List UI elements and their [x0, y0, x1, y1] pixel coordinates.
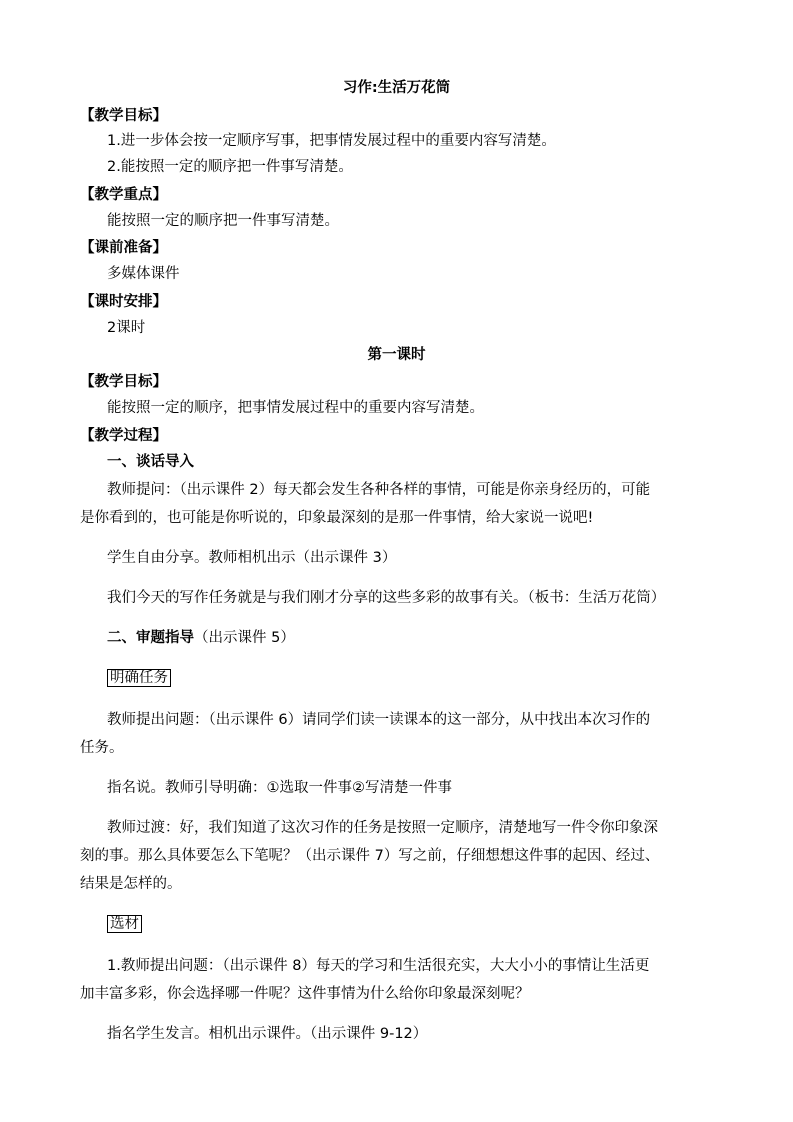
schedule-item-1: 2课时	[107, 320, 146, 336]
paragraph-6-line-1: 教师过渡：好，我们知道了这次习作的任务是按照一定顺序，清楚地写一件令你印象深	[107, 820, 658, 836]
paragraph-8: 指名学生发言。相机出示课件。（出示课件 9-12）	[107, 1026, 428, 1042]
paragraph-5: 指名说。教师引导明确：①选取一件事②写清楚一件事	[107, 780, 452, 796]
section-heading-lesson-goals: 【教学目标】	[80, 374, 167, 390]
subsection-heading-2-note: （出示课件 5）	[194, 630, 295, 646]
section-heading-key: 【教学重点】	[80, 187, 167, 203]
key-item-1: 能按照一定的顺序把一件事写清楚。	[107, 213, 339, 229]
paragraph-2: 学生自由分享。教师相机出示（出示课件 3）	[107, 550, 397, 566]
paragraph-4-line-2: 任务。	[80, 740, 124, 756]
prep-item-1: 多媒体课件	[107, 266, 180, 282]
paragraph-7-line-1: 1.教师提出问题：（出示课件 8）每天的学习和生活很充实，大大小小的事情让生活更	[107, 958, 650, 974]
lesson-title: 第一课时	[367, 347, 426, 363]
paragraph-4-line-1: 教师提出问题：（出示课件 6）请同学们读一读课本的这一部分，从中找出本次习作的	[107, 712, 651, 728]
paragraph-3: 我们今天的写作任务就是与我们刚才分享的这些多彩的故事有关。（板书：生活万花筒）	[107, 590, 666, 606]
boxed-label-material-wrap	[107, 914, 142, 934]
section-heading-schedule: 【课时安排】	[80, 294, 167, 310]
paragraph-1-line-2: 是你看到的，也可能是你听说的，印象最深刻的是那一件事情，给大家说一说吧!	[80, 510, 594, 526]
section-heading-prep: 【课前准备】	[80, 240, 167, 256]
document-title: 习作:生活万花筒	[342, 80, 451, 96]
subsection-heading-1: 一、谈话导入	[107, 454, 194, 470]
lesson-goal-1: 能按照一定的顺序，把事情发展过程中的重要内容写清楚。	[107, 400, 484, 416]
section-heading-process: 【教学过程】	[80, 428, 167, 444]
boxed-label-task: 明确任务	[107, 669, 171, 687]
paragraph-1-line-1: 教师提问：（出示课件 2）每天都会发生各种各样的事情，可能是你亲身经历的，可能	[107, 482, 651, 498]
boxed-label-task-wrap	[107, 668, 171, 688]
goal-item-2: 2.能按照一定的顺序把一件事写清楚。	[107, 159, 353, 175]
paragraph-6-line-3: 结果是怎样的。	[80, 876, 182, 892]
subsection-heading-2-text: 二、审题指导	[107, 630, 194, 646]
paragraph-6-line-2: 刻的事。那么具体要怎么下笔呢？（出示课件 7）写之前，仔细想想这件事的起因、经过、	[80, 848, 660, 864]
subsection-heading-2	[107, 628, 295, 648]
paragraph-7-line-2: 加丰富多彩，你会选择哪一件呢？这件事情为什么给你印象最深刻呢？	[80, 986, 530, 1002]
goal-item-1: 1.进一步体会按一定顺序写事，把事情发展过程中的重要内容写清楚。	[107, 133, 556, 149]
section-heading-goals: 【教学目标】	[80, 108, 167, 124]
boxed-label-material: 选材	[107, 915, 142, 933]
